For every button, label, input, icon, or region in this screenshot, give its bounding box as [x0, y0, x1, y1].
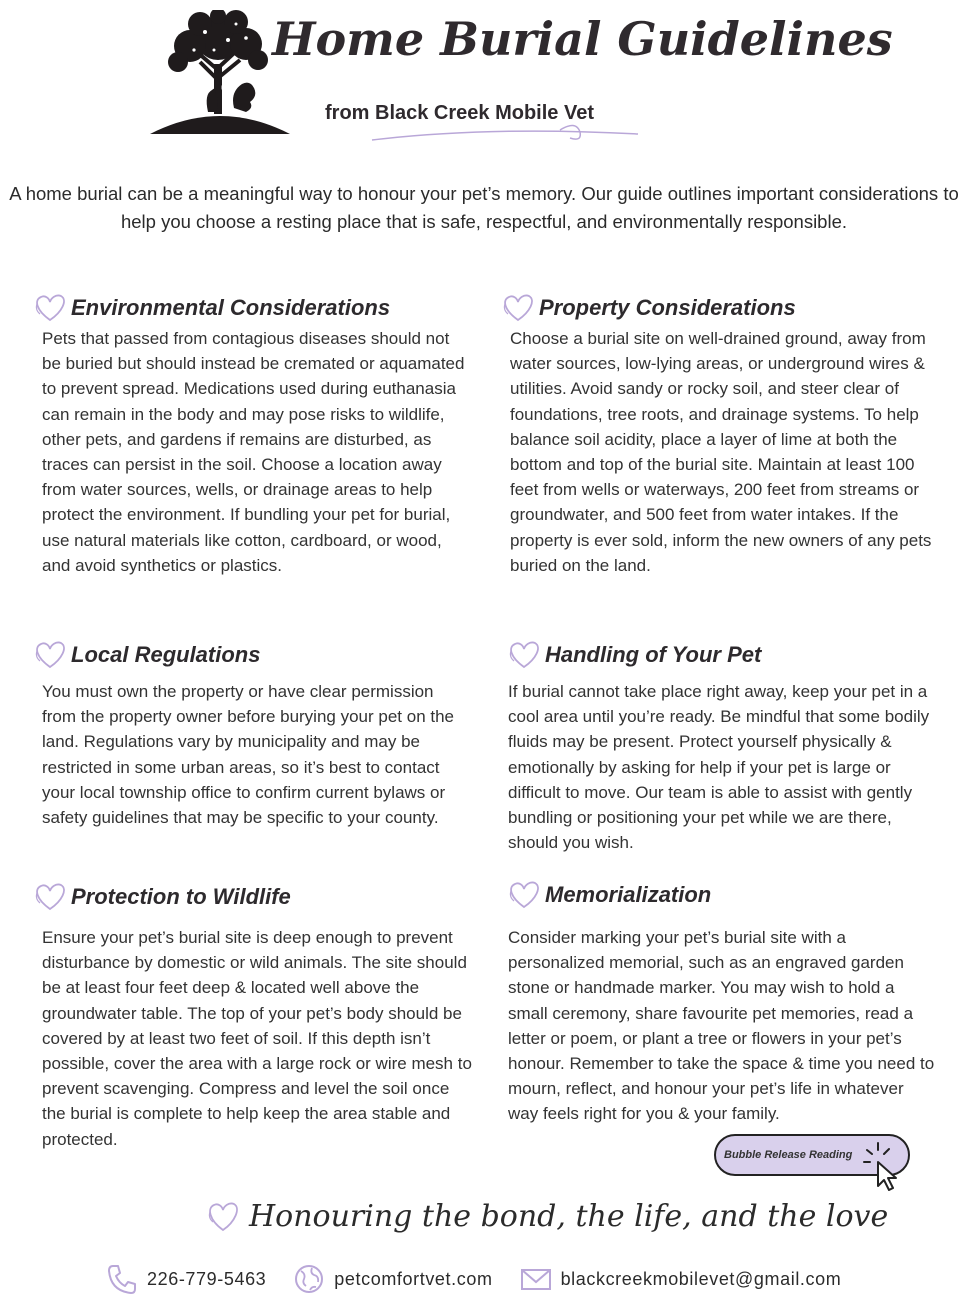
section-body: Consider marking your pet’s burial site with a personalized memorial, such as an engraved garden stone or handmade marker. You may wish to hold a small ceremony, share favourite pet memories, read a letter or poem, or plant a tree or flowers in your pet’s honour. Remember to take the space & time you need to mourn, reflect, and honour your pet’s life in whatever way feels right for you & your family.: [508, 928, 935, 1124]
section-heading: Handling of Your Pet: [545, 642, 762, 667]
phone-contact[interactable]: [105, 1262, 266, 1296]
section-heading: Environmental Considerations: [71, 295, 391, 320]
section-environmental: [32, 290, 472, 578]
heart-icon: [32, 290, 68, 326]
section-handling: [506, 637, 946, 855]
tree-pets-logo-icon: [150, 10, 290, 138]
section-memorialization: [506, 877, 938, 1127]
section-heading: Memorialization: [545, 882, 712, 907]
section-heading: Property Considerations: [539, 295, 796, 320]
section-heading: Protection to Wildlife: [71, 884, 291, 909]
heart-icon: [506, 637, 542, 673]
section-heading: Local Regulations: [71, 642, 261, 667]
email-contact[interactable]: [519, 1262, 842, 1296]
tagline: [205, 1196, 888, 1236]
heart-icon: [32, 879, 68, 915]
cursor-click-icon: [862, 1140, 910, 1192]
phone-number: 226-779-5463: [147, 1268, 267, 1289]
section-body: Pets that passed from contagious diseases should not be buried but should instead be cremated or aquamated to prevent spread. Medications used during euthanasia can remain in the body and may pose risks to wildlife, other pets, and gardens if remains are disturbed, as traces can persist in the soil. Choose a location away from water sources, wells, or drainage areas to help protect the environment. If bundling your pet for burial, use natural materials like cotton, cardboard, or wood, and avoid synthetics or plastics.: [42, 329, 465, 575]
globe-icon: [292, 1262, 326, 1296]
section-body: You must own the property or have clear permission from the property owner before burying your pet on the land. Regulations vary by municipality and may be restricted in some urban areas, so it’s best to contact your local township office to confirm current bylaws or safety guidelines that may be specific to your county.: [42, 682, 455, 828]
section-local-regulations: [32, 637, 472, 830]
contact-footer: [105, 1262, 867, 1296]
mail-icon: [519, 1262, 553, 1296]
heart-icon: [500, 290, 536, 326]
page-title: Home Burial Guidelines: [272, 12, 893, 66]
email-address: blackcreekmobilevet@gmail.com: [560, 1268, 842, 1289]
tagline-text: Honouring the bond, the life, and the love: [249, 1198, 889, 1234]
swoosh-decoration: [370, 118, 640, 148]
section-wildlife: [32, 879, 472, 1152]
section-body: Choose a burial site on well-drained ground, away from water sources, low-lying areas, or underground wires & utilities. Avoid sandy or rocky soil, and steer clear of foundations, tree roots, and drainage systems. To help balance soil acidity, place a layer of lime at both the bottom and top of the burial site. Maintain at least 100 feet from wells or waterways, 200 feet from streams or groundwater, and 500 feet from water intakes. If the property is ever sold, inform the new owners of any pets buried on the land.: [510, 329, 932, 575]
section-body: If burial cannot take place right away, keep your pet in a cool area until you’re ready. Be mindful that some bodily fluids may be present. Protect yourself physically & emotionally by asking for help if your pet is large or difficult to move. Our team is able to assist with gently bundling or positioning your pet while we are there, should you wish.: [508, 682, 930, 853]
section-body: Ensure your pet’s burial site is deep enough to prevent disturbance by domestic or wild animals. The site should be at least four feet deep & located well above the groundwater table. The top of your pet’s body should be covered by at least two feet of soil. If this depth isn’t possible, cover the area with a large rock or wire mesh to prevent scavenging. Compress and level the soil once the burial is complete to help keep the area stable and protected.: [42, 928, 472, 1149]
page-subtitle: from Black Creek Mobile Vet: [325, 102, 594, 124]
bubble-release-reading-label: Bubble Release Reading: [724, 1149, 853, 1161]
website-link: petcomfortvet.com: [334, 1268, 493, 1289]
intro-paragraph: A home burial can be a meaningful way to honour your pet’s memory. Our guide outlines important considerations to help you choose a resting place that is safe, respectful, and environmentally responsible.: [9, 183, 959, 232]
heart-icon: [506, 877, 542, 913]
heart-icon: [205, 1196, 241, 1236]
phone-icon: [105, 1262, 139, 1296]
website-contact[interactable]: [292, 1262, 492, 1296]
heart-icon: [32, 637, 68, 673]
section-property: [500, 290, 945, 578]
